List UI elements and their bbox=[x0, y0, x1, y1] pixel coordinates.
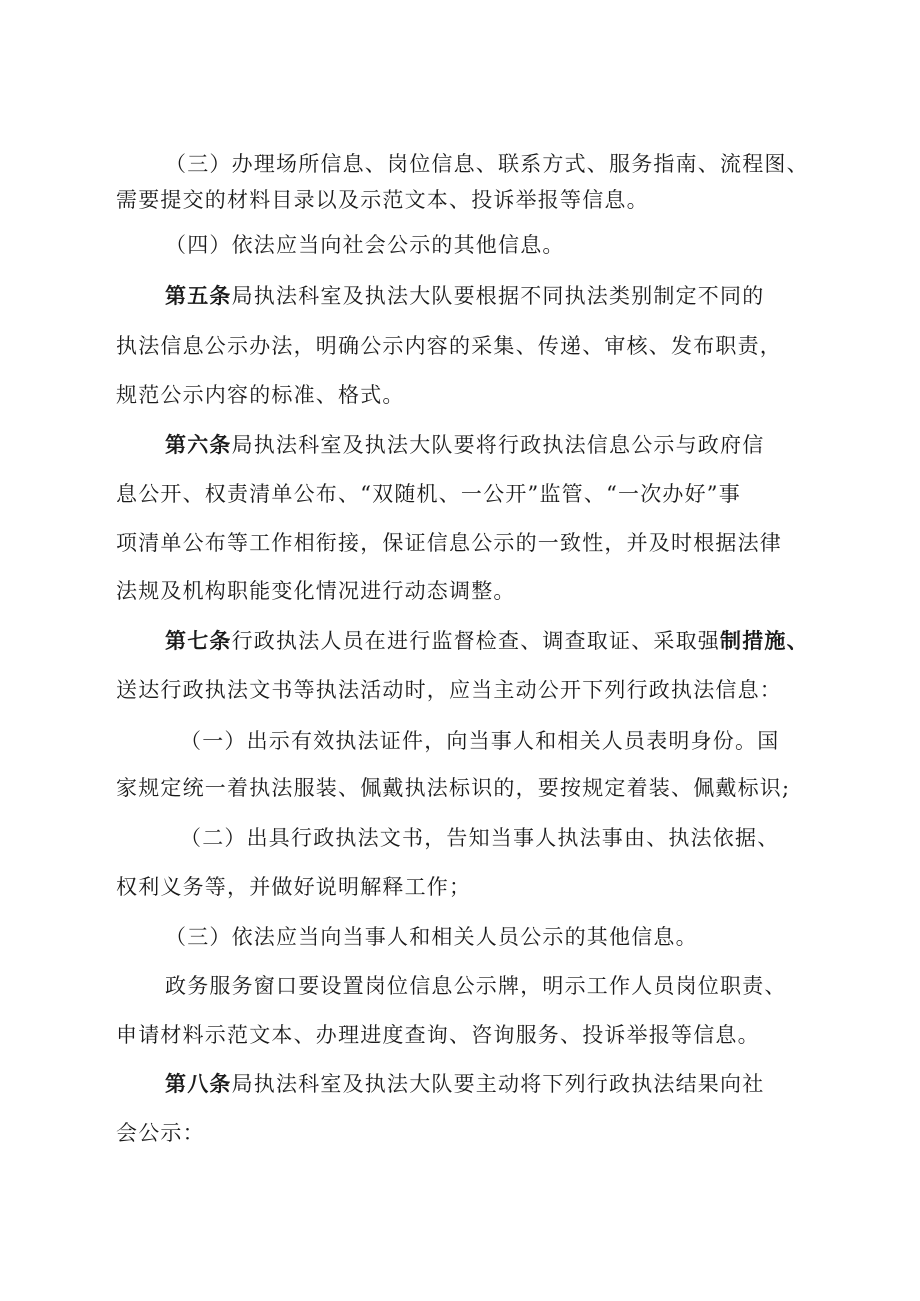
article-5-heading: 第五条 bbox=[165, 283, 232, 308]
article-6-line-3: 项清单公布等工作相衔接，保证信息公示的一致性，并及时根据法律 bbox=[116, 531, 782, 555]
article-8-line-1 bbox=[165, 1070, 764, 1098]
item-7a-line-1: （一）出示有效执法证件，向当事人和相关人员表明身份。国 bbox=[180, 729, 780, 753]
paragraph-p2-line-1: （四）依法应当向社会公示的其他信息。 bbox=[165, 233, 565, 257]
article-6-line-4: 法规及机构职能变化情况进行动态调整。 bbox=[116, 579, 516, 603]
article-8-text: 局执法科室及执法大队要主动将下列行政执法结果向社 bbox=[231, 1072, 765, 1096]
article-5-line-3: 规范公示内容的标准、格式。 bbox=[116, 383, 405, 407]
item-7a-line-2: 家规定统一着执法服装、佩戴执法标识的，要按规定着装、佩戴标识; bbox=[116, 776, 791, 800]
article-6-line-2: 息公开、权责清单公布、“双随机、一公开”监管、“一次办好”事 bbox=[116, 482, 741, 506]
paragraph-p1-line-2: 需要提交的材料目录以及示范文本、投诉举报等信息。 bbox=[116, 188, 649, 212]
item-7c-line-1: （三）依法应当向当事人和相关人员公示的其他信息。 bbox=[165, 925, 698, 949]
article-6-line-1 bbox=[165, 431, 764, 459]
article-6-text: 局执法科室及执法大队要将行政执法信息公示与政府信 bbox=[231, 433, 765, 457]
article-7-line-2: 送达行政执法文书等执法活动时，应当主动公开下列行政执法信息： bbox=[116, 678, 782, 702]
article-5-line-1 bbox=[165, 282, 764, 310]
article-8-heading: 第八条 bbox=[165, 1071, 232, 1096]
article-6-heading: 第六条 bbox=[165, 432, 232, 457]
item-7b-line-2: 权利义务等，并做好说明解释工作； bbox=[116, 875, 472, 899]
article-7-bold-tail: 制措施、 bbox=[720, 628, 809, 653]
article-7-heading: 第七条 bbox=[165, 628, 232, 653]
paragraph-p1-line-1: （三）办理场所信息、岗位信息、联系方式、服务指南、流程图、 bbox=[165, 152, 809, 176]
article-5-line-2: 执法信息公示办法，明确公示内容的采集、传递、审核、发布职责， bbox=[116, 334, 782, 358]
article-5-text: 局执法科室及执法大队要根据不同执法类别制定不同的 bbox=[231, 284, 765, 308]
article-7-text: 行政执法人员在进行监督检查、调查取证、采取强 bbox=[231, 629, 721, 653]
item-7b-line-1: （二）出具行政执法文书，告知当事人执法事由、执法依据、 bbox=[180, 826, 780, 850]
article-7-line-1 bbox=[165, 627, 809, 655]
paragraph-7d-line-1: 政务服务窗口要设置岗位信息公示牌，明示工作人员岗位职责、 bbox=[165, 974, 787, 998]
article-8-line-2: 会公示： bbox=[116, 1121, 205, 1145]
paragraph-7d-line-2: 申请材料示范文本、办理进度查询、咨询服务、投诉举报等信息。 bbox=[116, 1023, 760, 1047]
